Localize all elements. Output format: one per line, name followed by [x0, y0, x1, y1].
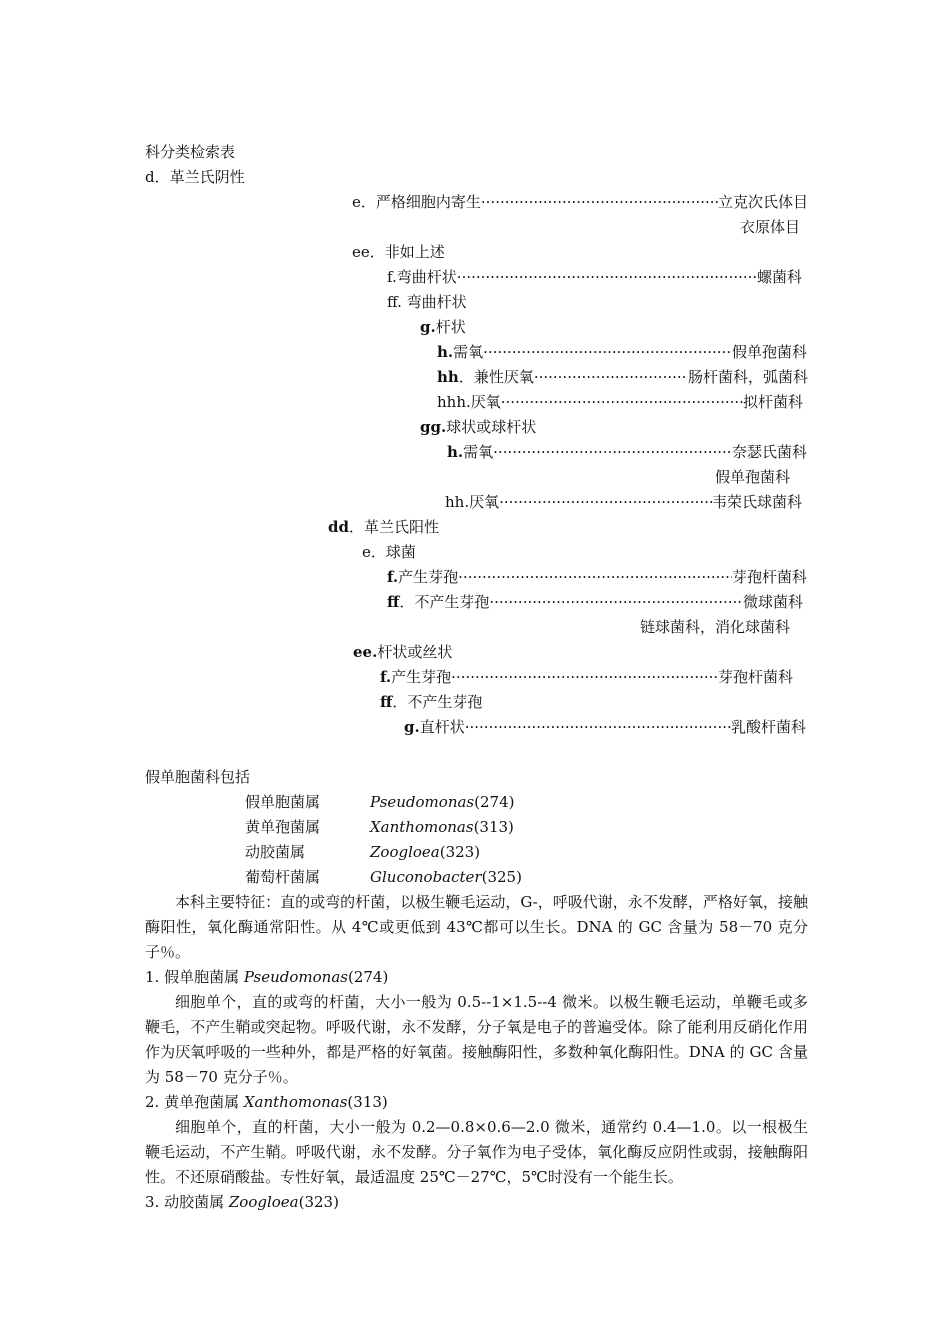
key-h1-result: 假单孢菌科: [731, 343, 807, 361]
key-ee: ee．非如上述: [352, 243, 445, 261]
key-f3-text: 产生芽孢: [391, 668, 452, 686]
key-e2: e．球菌: [362, 543, 416, 561]
key-hh2-text: hh.厌氧: [445, 493, 500, 511]
section-heading-text: 3. 动胶菌属: [145, 1193, 229, 1211]
key-h2-row: [447, 440, 807, 465]
key-ee2-label: ee.: [353, 643, 378, 661]
key-g1: [420, 315, 466, 340]
section-heading-text: 1. 假单胞菌属: [145, 968, 244, 986]
key-e-label: e．: [352, 193, 376, 211]
key-g2-text: 直杆状: [419, 718, 465, 736]
key-f3-label: f.: [380, 668, 392, 686]
key-dd-label: dd: [328, 518, 349, 536]
key-gg-text: 球状或球杆状: [446, 418, 537, 436]
leader-dots: [493, 440, 732, 465]
key-gg: [420, 415, 536, 440]
key-ff2-result: 微球菌科: [742, 593, 803, 611]
key-h1-label: h.: [437, 343, 454, 361]
key-g1-label: g.: [420, 318, 436, 336]
genus-cn: 黄单孢菌属: [245, 818, 321, 836]
genus-num: (323): [439, 843, 481, 861]
key-e-text: 严格细胞内寄生: [375, 193, 481, 211]
key-e-result2: 衣原体目: [740, 218, 801, 236]
genus-latin: Gluconobacter: [370, 868, 482, 886]
genus-item: [245, 865, 320, 890]
key-hh1-label: hh: [437, 368, 459, 386]
key-gg-label: gg.: [420, 418, 447, 436]
family-heading: 假单胞菌科包括: [145, 768, 251, 786]
key-h1-text: 需氧: [453, 343, 484, 361]
leader-dots: [534, 365, 688, 390]
key-h2-text: 需氧: [463, 443, 494, 461]
section-heading-latin: Pseudomonas: [243, 968, 348, 986]
section-2-heading: [145, 1090, 388, 1115]
genus-num: (274): [474, 793, 515, 811]
key-hhh1-result: 拟杆菌科: [742, 393, 803, 411]
genus-item-latin: [370, 815, 514, 840]
section-heading-latin: Zoogloea: [228, 1193, 299, 1211]
key-ff2-row: [387, 590, 803, 615]
key-f1-row: [387, 265, 802, 290]
genus-item-latin: [370, 790, 514, 815]
key-f2-label: f.: [387, 568, 399, 586]
section-2-body: 细胞单个，直的杆菌，大小一般为 0.2—0.8×0.6—2.0 微米，通常约 0.4—1.0。以一根极生鞭毛运动，不产生鞘。呼吸代谢，永不发酵。分子氧作为电子受体，氧化酶反应阴性或弱，接触酶阳性。不还原硝酸盐。专性好氧，最适温度 25℃－27℃，5℃时没有一个能生长。: [145, 1118, 808, 1186]
genus-item: [245, 815, 320, 840]
leader-dots: [483, 340, 732, 365]
leader-dots: [481, 190, 718, 215]
key-d: d．革兰氏阴性: [145, 168, 245, 186]
key-g1-text: 杆状: [435, 318, 466, 336]
key-h2-result: 奈瑟氏菌科: [731, 443, 807, 461]
key-ee2-text: 杆状或丝状: [377, 643, 453, 661]
leader-dots: [489, 590, 743, 615]
key-dd-text: ．革兰氏阳性: [348, 518, 439, 536]
key-h1-row: [437, 340, 807, 365]
key-hh1-row: [437, 365, 808, 390]
leader-dots: [465, 715, 731, 740]
key-h2-label: h.: [447, 443, 464, 461]
family-features: 本科主要特征：直的或弯的杆菌，以极生鞭毛运动，G-，呼吸代谢，永不发酵，严格好氧，接触酶阳性，氧化酶通常阳性。从 4℃或更低到 43℃都可以生长。DNA 的 GC 含量为 58－70 克分子％。: [145, 893, 808, 961]
leader-dots: [458, 565, 732, 590]
key-ff2-label: ff: [387, 593, 400, 611]
key-e-row: [352, 190, 808, 215]
key-hh2-result: 韦荣氏球菌科: [711, 493, 802, 511]
key-hhh1-row: [437, 390, 803, 415]
key-hh2-row: [445, 490, 802, 515]
leader-dots: [457, 265, 757, 290]
key-ff2-result2: 链球菌科，消化球菌科: [640, 618, 791, 636]
section-1-heading: [145, 965, 388, 990]
key-dd: [328, 515, 439, 540]
key-ee2: [353, 640, 452, 665]
genus-num: (325): [481, 868, 522, 886]
key-f3-result: 芽孢杆菌科: [717, 668, 793, 686]
key-ff2-text: ．不产生芽孢: [399, 593, 490, 611]
genus-item-latin: [370, 840, 480, 865]
leader-dots: [451, 665, 718, 690]
key-f1-result: 螺菌科: [756, 268, 802, 286]
section-heading-num: (323): [298, 1193, 339, 1211]
section-heading-num: (274): [347, 968, 389, 986]
section-heading-latin: Xanthomonas: [243, 1093, 348, 1111]
genus-num: (313): [473, 818, 514, 836]
genus-latin: Pseudomonas: [370, 793, 475, 811]
key-g2-row: [404, 715, 806, 740]
key-f2-row: [387, 565, 807, 590]
key-hhh1-text: hhh.厌氧: [437, 393, 501, 411]
genus-cn: 动胶菌属: [245, 843, 306, 861]
key-title: 科分类检索表: [145, 143, 236, 161]
key-e-result: 立克次氏体目: [717, 193, 808, 211]
genus-item: [245, 840, 305, 865]
key-ff1: ff. 弯曲杆状: [387, 293, 467, 311]
leader-dots: [501, 390, 743, 415]
key-f2-result: 芽孢杆菌科: [731, 568, 807, 586]
key-hh1-result: 肠杆菌科，弧菌科: [687, 368, 808, 386]
key-f2-text: 产生芽孢: [398, 568, 459, 586]
section-heading-num: (313): [347, 1093, 388, 1111]
genus-item-latin: [370, 865, 522, 890]
key-ff3: [380, 690, 482, 715]
section-3-heading: [145, 1190, 339, 1215]
genus-item: [245, 790, 320, 815]
key-f1-text: f.弯曲杆状: [387, 268, 457, 286]
key-g2-label: g.: [404, 718, 420, 736]
key-ff3-label: ff: [380, 693, 393, 711]
genus-latin: Xanthomonas: [370, 818, 474, 836]
key-hh1-text: ．兼性厌氧: [458, 368, 534, 386]
section-1-body: 细胞单个，直的或弯的杆菌，大小一般为 0.5--1×1.5--4 微米。以极生鞭毛运动，单鞭毛或多鞭毛，不产生鞘或突起物。呼吸代谢，永不发酵，分子氧是电子的普遍受体。除了能利用反硝化作用作为厌氧呼吸的一些种外，都是严格的好氧菌。接触酶阳性，多数种氧化酶阳性。DNA 的 GC 含量为 58－70 克分子％。: [145, 993, 808, 1086]
key-g2-result: 乳酸杆菌科: [730, 718, 806, 736]
section-heading-text: 2. 黄单孢菌属: [145, 1093, 244, 1111]
genus-latin: Zoogloea: [370, 843, 440, 861]
leader-dots: [499, 490, 712, 515]
key-f3-row: [380, 665, 793, 690]
key-h2-result2: 假单孢菌科: [715, 468, 791, 486]
key-ff3-text: ．不产生芽孢: [392, 693, 483, 711]
genus-cn: 假单胞菌属: [245, 793, 321, 811]
genus-cn: 葡萄杆菌属: [245, 868, 321, 886]
